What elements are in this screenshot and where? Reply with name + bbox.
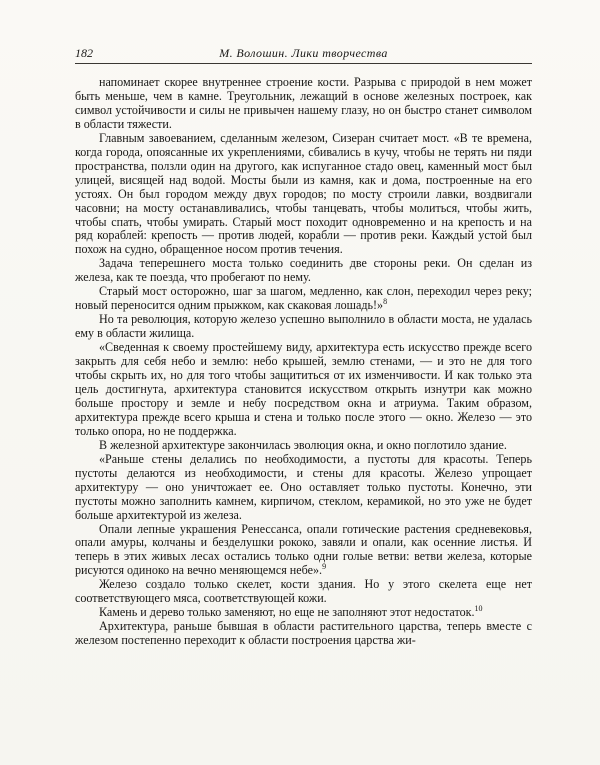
paragraph [75,606,532,620]
paragraph-text: Задача теперешнего моста только соединить две стороны реки. Он сделан из железа, как те поезда, что пробегают по нему. [75,256,532,285]
text-block [75,76,532,745]
footnote-ref: 9 [322,562,327,572]
paragraph [75,132,532,258]
paragraph [75,313,532,341]
paragraph-text: В железной архитектуре закончилась эволюция окна, и окно поглотило здание. [99,437,507,452]
paragraph-text: Старый мост осторожно, шаг за шагом, медленно, как слон, переходил через реку; новый переносится одним прыжком, как скаковая лошадь!» [75,284,532,313]
paragraph [75,285,532,313]
paragraph-text: Главным завоеванием, сделанным железом, Сизеран считает мост. «В те времена, когда города, опоясанные их укреплениями, сбивались в кучу, чтобы не терять ни пяди пространства, ползли один на другого, как испуганное стадо овец, каменный мост был улицей, висящей над водой. Мосты были из камня, как и дома, построенные на его устоях. Он был городом между двух городов; по мосту строили лавки, воздвигали часовни; на мосту останавливались, чтобы танцевать, чтобы молиться, чтобы жить, чтобы спать, чтобы умирать. Старый мост походит одновременно и на крепость и на ряд кораблей: крепость — против людей, корабли — против реки. Каждый устой был похож на судно, обращенное носом против течения. [75,130,532,257]
paragraph [75,523,532,579]
paragraph [75,341,532,439]
paragraph-text: «Сведенная к своему простейшему виду, архитектура есть искусство прежде всего закрыть для себя небо и землю: небо крышей, землю стенами, — и это не для того чтобы скрыть их, но для того чтобы защититься от их изменчивости. И как только эта цель достигнута, архитектура становится искусством открыть изнутри как можно больше простору и земле и небу посредством окна и атриума. Таким образом, архитектура прежде всего крыша и стена и только после этого — окно. Железо — это только опора, но не поддержка. [75,340,532,438]
paragraph [75,453,532,523]
paragraph-text: Но та революция, которую железо успешно выполнило в области моста, не удалась ему в области жилища. [75,312,532,341]
paragraph [75,76,532,132]
header-rule [75,63,532,64]
paragraph-text: Железо создало только скелет, кости здания. Но у этого скелета еще нет соответствующего мяса, соответствующей кожи. [75,577,532,606]
footnote-ref: 8 [383,297,388,307]
paragraph [75,620,532,648]
paragraph-text: Опали лепные украшения Ренессанса, опали готические растения средневековья, опали амуры, колчаны и безделушки рококо, завяли и опали, как осенние листья. И теперь в этих живых лесах остались только одни голые ветви: ветви железа, которые рисуются одиноко на вечно меняющемся небе». [75,521,532,578]
paragraph-text: «Раньше стены делались по необходимости, а пустоты для красоты. Теперь пустоты делаются из необходимости, и стены для красоты. Железо упрощает архитектуру — оно уничтожает ее. Оно оставляет только пустоты. Конечно, эти пустоты можно заполнить камнем, кирпичом, стеклом, керамикой, но это уже не будет больше архитектурой из железа. [75,451,532,522]
paragraph [75,578,532,606]
paragraph-text: Камень и дерево только заменяют, но еще не заполняют этот недостаток. [99,605,475,620]
page-header [75,46,532,62]
paragraph-text: Архитектура, раньше бывшая в области растительного царства, теперь вместе с железом постепенно переходит к области построения царства жи- [75,619,532,648]
running-title: М. Волошин. Лики творчества [219,46,388,60]
paragraph-text: напоминает скорее внутреннее строение кости. Разрыва с природой в нем может быть меньше, чем в камне. Треугольник, лежащий в основе железных построек, как символ устойчивости и силы не привычен нашему глазу, но он быстро станет символом в области тяжести. [75,75,532,131]
footnote-ref: 10 [474,604,483,614]
paragraph [75,439,532,453]
page-number: 182 [75,46,93,60]
paragraph [75,257,532,285]
